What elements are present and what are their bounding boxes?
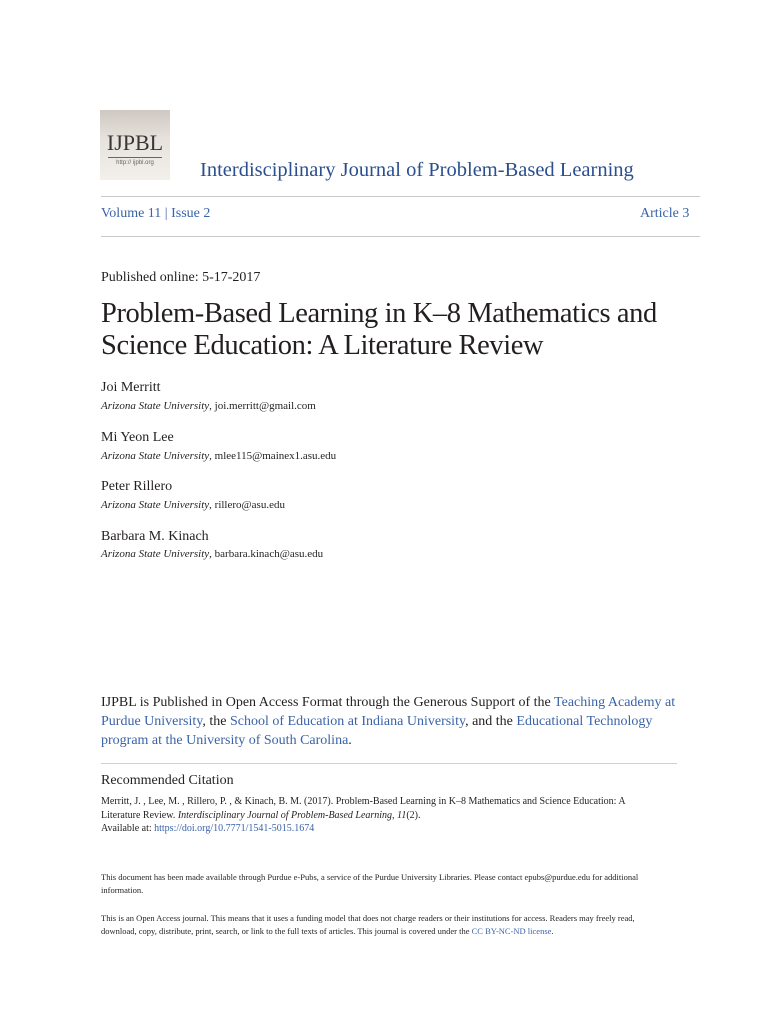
recommended-citation-text [101,795,661,836]
support-statement [101,693,691,750]
author-name: Peter Rillero [101,479,173,494]
citation-journal: Interdisciplinary Journal of Problem-Based Learning, 11 [177,809,407,821]
author-name: Joi Merritt [101,380,161,395]
author-email: , barbara.kinach@asu.edu [209,548,324,560]
header-divider-top [101,196,700,197]
logo-url: http:// ijpbl.org [116,160,154,166]
author-institution: Arizona State University [101,450,210,462]
epubs-notice: This document has been made available through Purdue e-Pubs, a service of the Purdue University Libraries. Please contact epubs@purdue.edu for additional information. [101,872,639,895]
author-institution: Arizona State University [101,548,210,560]
logo-text: IJPBL [106,130,164,155]
article-link[interactable]: Article 3 [640,206,690,221]
volume-link[interactable]: Volume 11 [101,206,162,221]
citation-part2: (2). [406,809,421,821]
license-link[interactable]: CC BY-NC-ND license [471,926,552,936]
educational-technology-link[interactable]: Educational Technology program at the University of South Carolina [101,714,653,748]
teaching-academy-link[interactable]: Teaching Academy at Purdue University [101,695,676,729]
author-name: Mi Yeon Lee [101,430,174,445]
published-date: Published online: 5-17-2017 [101,270,261,285]
issue-link[interactable]: Issue 2 [171,206,211,221]
citation-part1: Merritt, J. , Lee, M. , Rillero, P. , & Kinach, B. M. (2017). Problem-Based Learning in K–8 Mathematics and Science Education: A Literature Review. [101,796,626,821]
author-affiliation [101,548,323,560]
author-email: , joi.merritt@gmail.com [209,400,316,412]
author-email: , rillero@asu.edu [209,499,285,511]
doi-link[interactable]: https://doi.org/10.7771/1541-5015.1674 [154,823,315,834]
volume-issue-line [101,206,210,222]
author-name: Barbara M. Kinach [101,529,209,544]
author-email: , mlee115@mainex1.asu.edu [209,450,337,462]
support-suffix: . [348,733,352,748]
header-divider-bottom [101,236,700,237]
recommended-citation-heading: Recommended Citation [101,773,234,788]
school-of-education-link[interactable]: School of Education at Indiana University [229,714,466,729]
available-at-label: Available at: [101,823,155,834]
author-affiliation [101,499,285,511]
article-title: Problem-Based Learning in K–8 Mathematics and Science Education: A Literature Review [101,298,657,361]
journal-logo[interactable] [100,110,170,180]
support-prefix: IJPBL is Published in Open Access Format through the Generous Support of the [101,695,555,710]
author-affiliation [101,400,316,412]
author-institution: Arizona State University [101,499,210,511]
support-mid2: , and the [465,714,517,729]
support-mid1: , the [202,714,230,729]
logo-divider [108,157,162,158]
open-access-suffix: . [551,926,554,936]
open-access-notice [101,912,661,938]
author-institution: Arizona State University [101,400,210,412]
open-access-text: This is an Open Access journal. This means that it uses a funding model that does not charge readers or their institutions for access. Readers may freely read, download, copy, distribute, print, search, or link to the full texts of articles. This journal is covered under the [101,913,635,936]
volume-issue-separator: | [161,206,172,221]
citation-divider [101,763,677,764]
journal-title[interactable]: Interdisciplinary Journal of Problem-Based Learning [200,159,634,181]
author-affiliation [101,450,336,462]
